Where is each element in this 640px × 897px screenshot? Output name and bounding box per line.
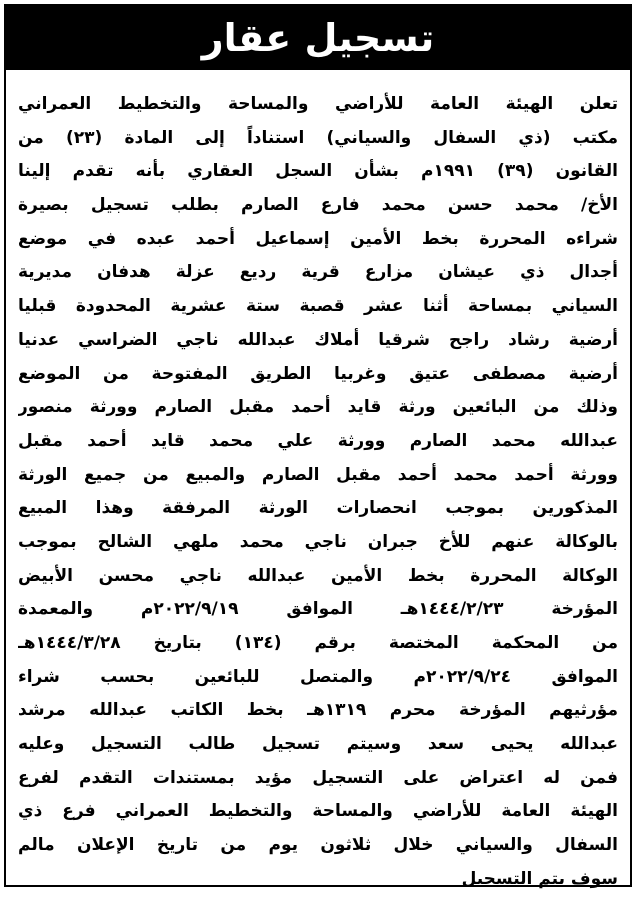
property-registration-notice [4, 4, 632, 887]
notice-line: وذلك من البائعين ورثة قايد أحمد مقبل الصارم وورثة منصور [18, 397, 618, 418]
notice-line: من المحكمة المختصة برقم (١٣٤) بتاريخ ١٤٤٤/٣/٢٨هـ [18, 633, 618, 653]
notice-line: وورثة أحمد محمد أحمد مقبل الصارم والمبيع من جميع الورثة [18, 464, 618, 485]
notice-line: عبدالله محمد الصارم وورثة علي محمد قايد أحمد مقبل [18, 430, 618, 451]
notice-line: السياني بمساحة أثنا عشر قصبة ستة عشرية المحدودة قبليا [18, 296, 618, 317]
notice-line: تعلن الهيئة العامة للأراضي والمساحة والتخطيط العمراني [18, 94, 618, 114]
notice-body [18, 88, 618, 897]
notice-line: أرضية رشاد راجح شرقيا أملاك عبدالله ناجي الضراسي عدنيا [18, 329, 618, 350]
notice-line: أرضية مصطفى عتيق وغربيا الطريق المفتوحة من الموضع [18, 363, 618, 384]
notice-line: السفال والسياني خلال ثلاثون يوم من تاريخ الإعلان مالم [18, 835, 618, 856]
notice-line: الهيئة العامة للأراضي والمساحة والتخطيط العمراني فرع ذي [18, 801, 618, 822]
notice-line: الموافق ٢٠٢٢/٩/٢٤م والمتصل للبائعين بحسب شراء [18, 666, 618, 687]
notice-line: فمن له اعتراض على التسجيل مؤيد بمستندات التقدم لفرع [18, 767, 618, 788]
notice-line: أجدال ذي عيشان مزارع قرية رديع عزلة هدفان مديرية [18, 262, 618, 283]
notice-line: الوكالة المحررة بخط الأمين عبدالله ناجي محسن الأبيض [18, 565, 618, 586]
notice-title: تسجيل عقار [6, 6, 630, 70]
notice-line: المذكورين بموجب انحصارات الورثة المرفقة وهذا المبيع [18, 498, 618, 519]
notice-line: مكتب (ذي السفال والسياني) استناداً إلى المادة (٢٣) من [18, 127, 618, 148]
notice-line: المؤرخة ١٤٤٤/٢/٢٣هـ الموافق ٢٠٢٢/٩/١٩م والمعمدة [18, 599, 618, 620]
notice-line: سوف يتم التسجيل [461, 868, 618, 889]
notice-line: القانون (٣٩) ١٩٩١م بشأن السجل العقاري بأنه تقدم إلينا [18, 161, 618, 182]
notice-line: عبدالله يحيى سعد وسيتم تسجيل طالب التسجيل وعليه [18, 734, 618, 755]
notice-line: شراءه المحررة بخط الأمين إسماعيل أحمد عبده في موضع [18, 228, 618, 249]
notice-line: بالوكالة عنهم للأخ جبران ناجي محمد ملهي الشالح بموجب [18, 531, 618, 552]
notice-line: الأخ/ محمد حسن محمد فارع الصارم بطلب تسجيل بصيرة [18, 195, 618, 216]
notice-line: مؤرثيهم المؤرخة محرم ١٣١٩هـ بخط الكاتب عبدالله مرشد [18, 700, 618, 721]
